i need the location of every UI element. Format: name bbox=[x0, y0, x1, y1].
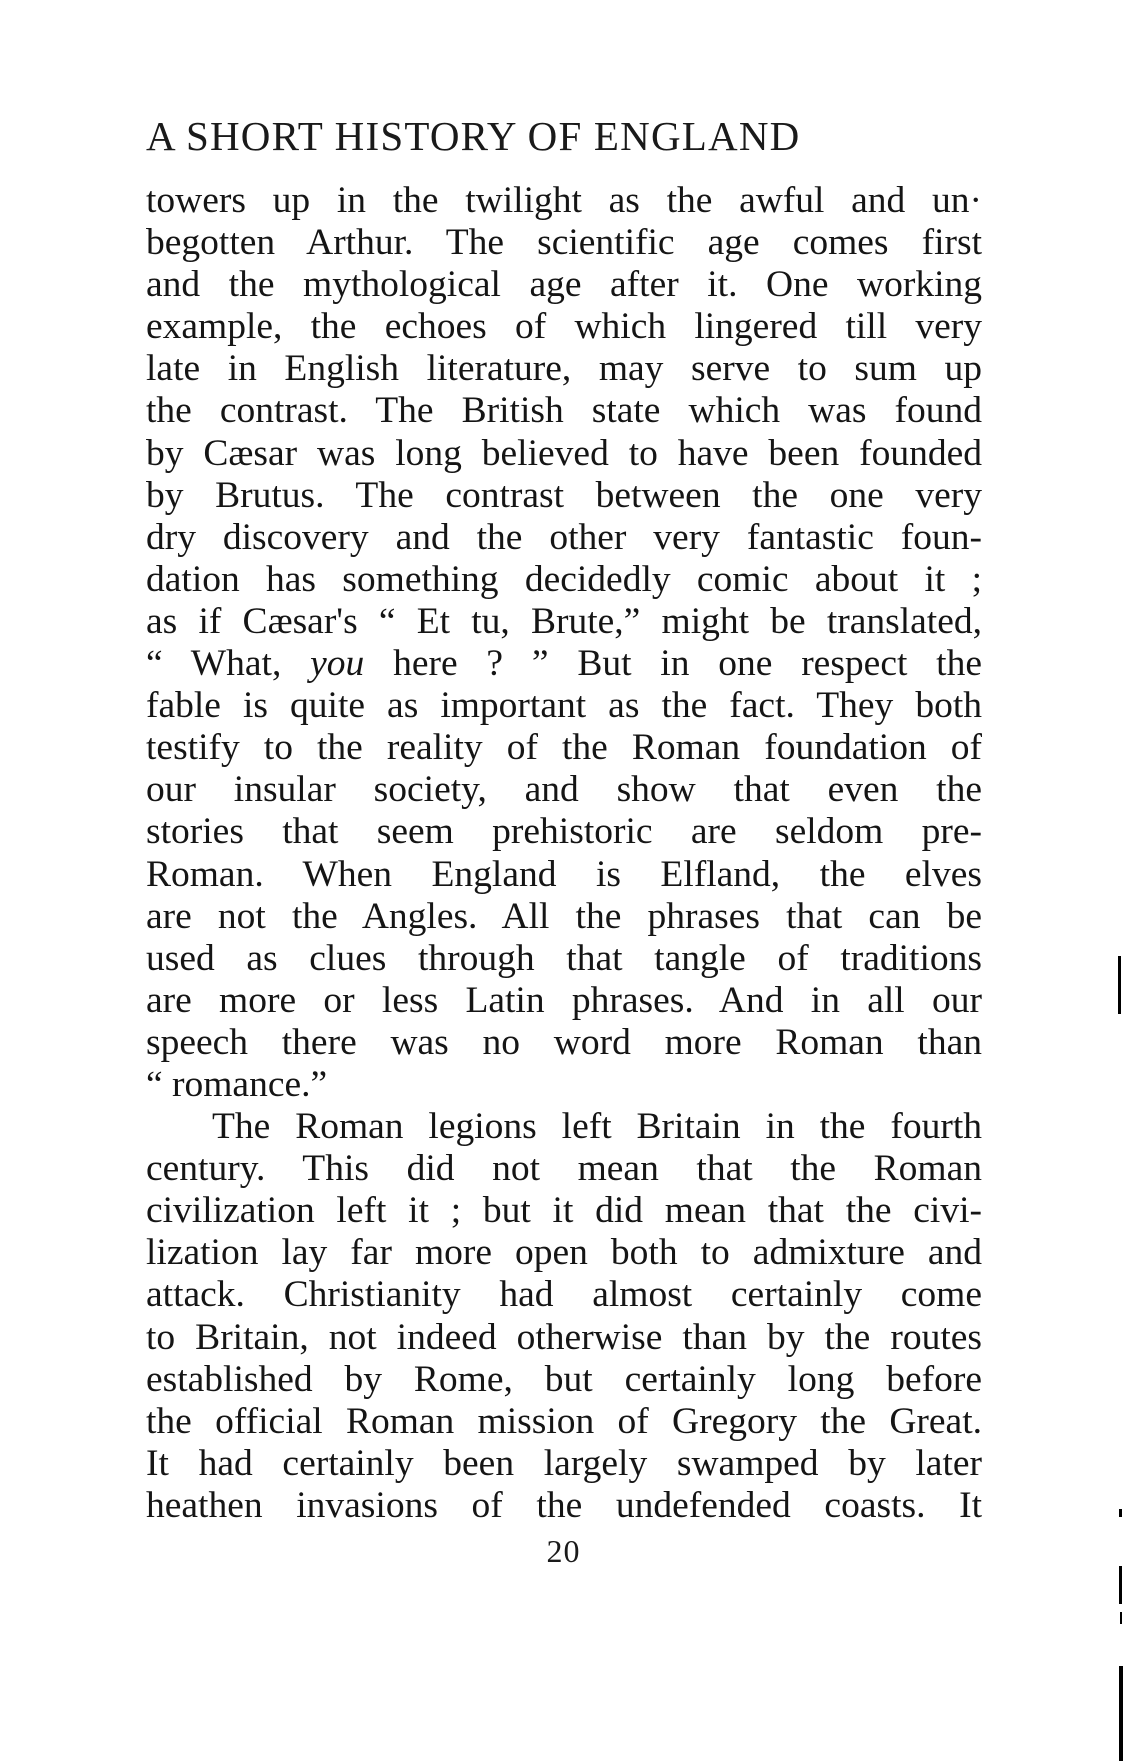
text-line: dation has something decidedly comic about it ; bbox=[146, 558, 982, 600]
text-line: Roman. When England is Elfland, the elves bbox=[146, 853, 982, 895]
text-line: century. This did not mean that the Roman bbox=[146, 1148, 982, 1190]
text-line bbox=[146, 643, 982, 685]
scan-edge-mark bbox=[1118, 956, 1121, 1014]
text-line: are not the Angles. All the phrases that can be bbox=[146, 895, 982, 937]
text-line: The Roman legions left Britain in the fourth bbox=[212, 1106, 982, 1148]
scan-edge-mark bbox=[1119, 1666, 1123, 1761]
text-line: are more or less Latin phrases. And in all our bbox=[146, 979, 982, 1021]
text-line: speech there was no word more Roman than bbox=[146, 1021, 982, 1063]
text-line: by Brutus. The contrast between the one very bbox=[146, 474, 982, 516]
text-line: established by Rome, but certainly long before bbox=[146, 1358, 982, 1400]
scan-edge-mark bbox=[1120, 1612, 1122, 1624]
body-text bbox=[146, 180, 982, 1527]
text-line: begotten Arthur. The scientific age comes first bbox=[146, 222, 982, 264]
scan-edge-mark bbox=[1119, 1566, 1122, 1604]
text-line: and the mythological age after it. One working bbox=[146, 264, 982, 306]
text-line: attack. Christianity had almost certainly come bbox=[146, 1274, 982, 1316]
text-line: heathen invasions of the undefended coasts. It bbox=[146, 1484, 982, 1526]
paragraph-1 bbox=[146, 180, 982, 1106]
text-line: civilization left it ; but it did mean that the civi- bbox=[146, 1190, 982, 1232]
text-line: the contrast. The British state which was found bbox=[146, 390, 982, 432]
scan-edge-mark bbox=[1119, 1509, 1122, 1517]
text-line: stories that seem prehistoric are seldom pre- bbox=[146, 811, 982, 853]
text-line: It had certainly been largely swamped by later bbox=[146, 1442, 982, 1484]
text-line: our insular society, and show that even the bbox=[146, 769, 982, 811]
italic-word: you bbox=[310, 643, 365, 685]
text-line: to Britain, not indeed otherwise than by the routes bbox=[146, 1316, 982, 1358]
text-line: the official Roman mission of Gregory the Great. bbox=[146, 1400, 982, 1442]
text-line: as if Cæsar's “ Et tu, Brute,” might be translated, bbox=[146, 600, 982, 642]
text-line: lization lay far more open both to admixture and bbox=[146, 1232, 982, 1274]
text-line: towers up in the twilight as the awful and un· bbox=[146, 180, 982, 221]
text-line: fable is quite as important as the fact. They both bbox=[146, 685, 982, 727]
paragraph-2 bbox=[146, 1106, 982, 1527]
text-line: by Cæsar was long believed to have been founded bbox=[146, 432, 982, 474]
running-head: A SHORT HISTORY OF ENGLAND bbox=[146, 113, 801, 159]
text-segment: “ What, bbox=[146, 643, 311, 685]
text-line: “ romance.” bbox=[146, 1063, 328, 1105]
text-line: testify to the reality of the Roman foundation of bbox=[146, 727, 982, 769]
text-line: late in English literature, may serve to sum up bbox=[146, 348, 982, 390]
text-segment: here ? ” But in one respect the bbox=[364, 643, 982, 685]
page-number: 20 bbox=[546, 1533, 581, 1569]
text-line: example, the echoes of which lingered till very bbox=[146, 306, 982, 348]
text-line: used as clues through that tangle of traditions bbox=[146, 937, 982, 979]
text-line: dry discovery and the other very fantastic foun- bbox=[146, 516, 982, 558]
